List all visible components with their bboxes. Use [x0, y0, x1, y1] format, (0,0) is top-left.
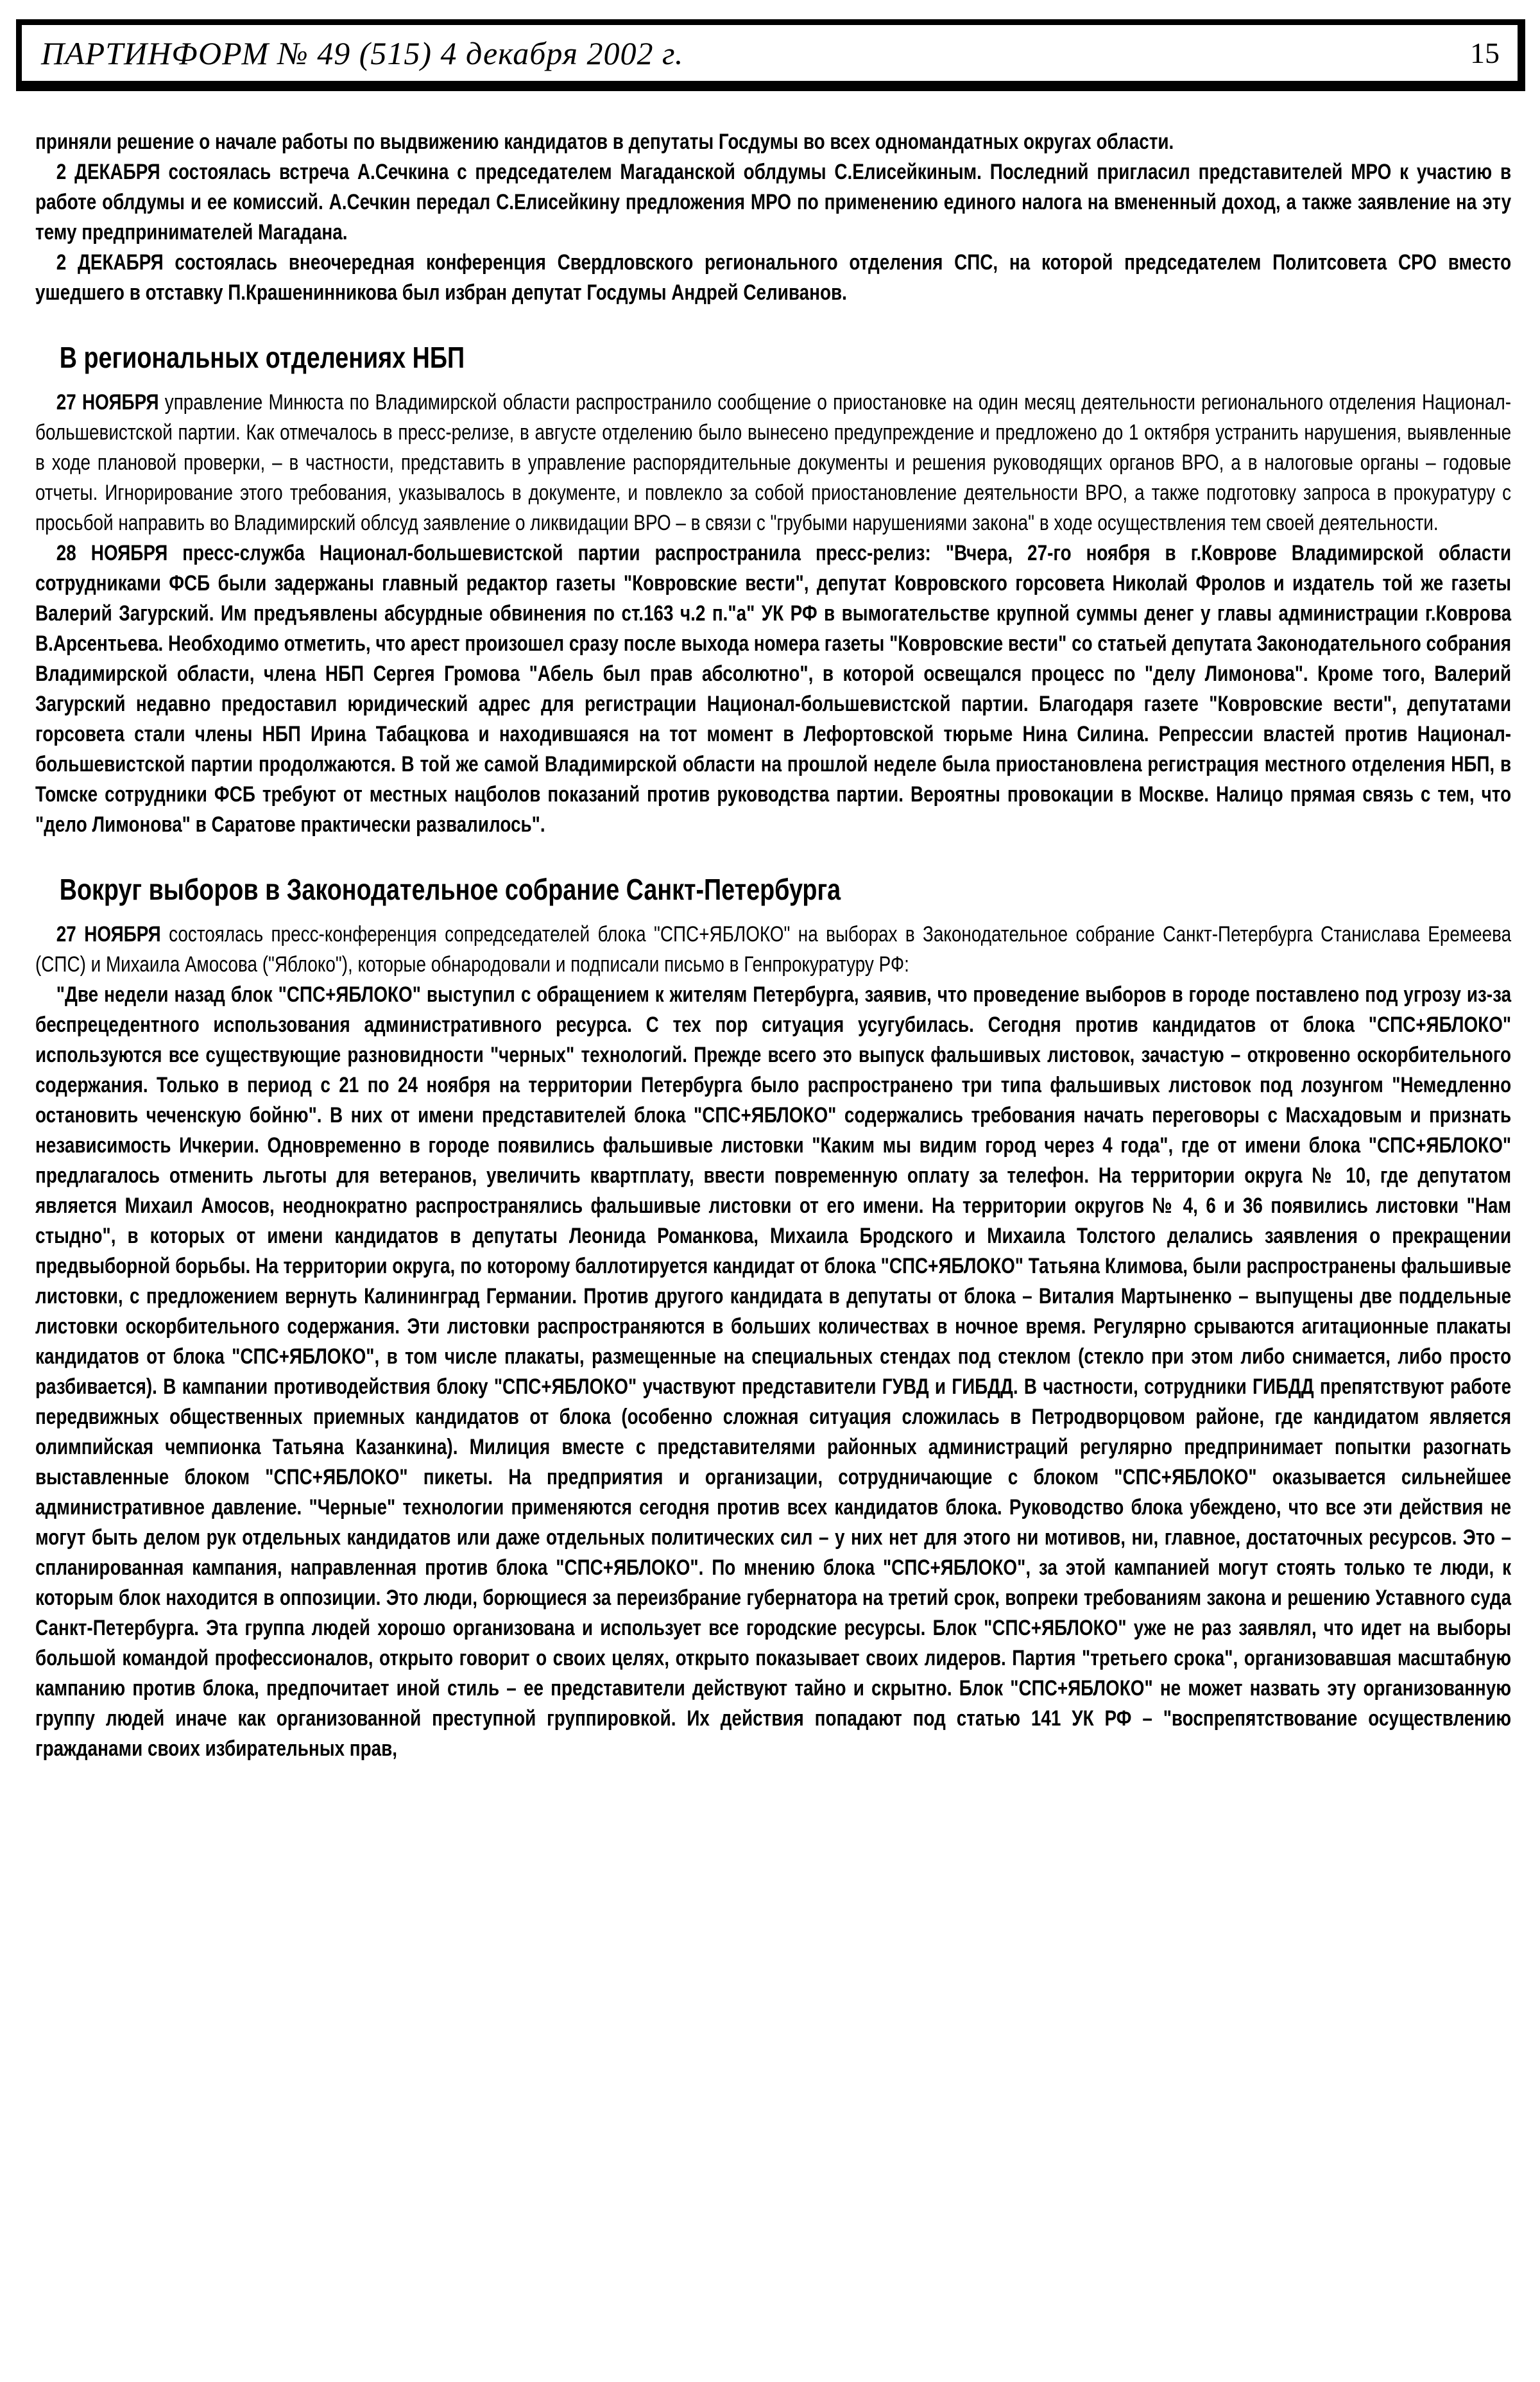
date-lead: 27 НОЯБРЯ — [56, 922, 161, 947]
date-lead: 28 НОЯБРЯ — [56, 541, 168, 565]
section-heading-spb-elections: Вокруг выборов в Законодательное собрание Санкт-Петербурга — [59, 873, 841, 906]
paragraph-text: пресс-служба Национал-большевистской партии распространила пресс-релиз: "Вчера, 27-го ноября в г.Коврове Владимирской области сотрудниками ФСБ были задержаны главный редактор газеты "Ковровские вести", депутат Ковровского горсовета Николай Фролов и издатель той же газеты Валерий Загурский. Им предъявлены абсурдные обвинения по ст.163 ч.2 п."а" УК РФ в вымогательстве крупной суммы денег у главы администрации г.Коврова В.Арсентьева. Необходимо отметить, что арест произошел сразу после выхода номера газеты "Ковровские вести" со статьей депутата Законодательного собрания Владимирской области, члена НБП Сергея Громова "Абель был прав абсолютно", в которой освещался процесс по "делу Лимонова". Кроме того, Валерий Загурский недавно предоставил юридический адрес для регистрации Национал-большевистской партии. Благодаря газете "Ковровские вести", депутатами горсовета стали члены НБП Ирина Табацкова и находившаяся на тот момент в Лефортовской тюрьме Нина Силина. Репрессии властей против Национал-большевистской партии продолжаются. В той же самой Владимирской области на прошлой неделе была приостановлена регистрация местного отделения НБП, в Томске сотрудники ФСБ требуют от местных нацболов показаний против руководства партии. Вероятны провокации в Москве. Налицо прямая связь с тем, что "дело Лимонова" в Саратове практически развалилось". — [35, 541, 1512, 837]
page-header — [16, 19, 1525, 91]
section-heading-nbp: В региональных отделениях НБП — [59, 341, 465, 374]
paragraph-magadan-meeting: 2 ДЕКАБРЯ состоялась встреча А.Сечкина с председателем Магаданской облдумы С.Елисейкиным. Последний пригласил представителей МРО к участию в работе облдумы и ее комиссий. А.Сечкин передал С.Елисейкину предложения МРО по применению единого налога на вмененный доход, а также заявление на эту тему предпринимателей Магадана. — [35, 160, 1512, 244]
page-number: 15 — [1470, 37, 1500, 69]
paragraph-press-conference — [35, 920, 1511, 980]
paragraph-text: управление Минюста по Владимирской области распространило сообщение о приостановке на один месяц деятельности регионального отделения Национал-большевистской партии. Как отмечалось в пресс-релизе, в августе отделению было вынесено предупреждение и предложено до 1 октября устранить нарушения, выявленные в ходе плановой проверки, – в частности, представить в управление распорядительные документы и решения руководящих органов ВРО, а в налоговые органы – годовые отчеты. Игнорирование этого требования, указывалось в документе, и повлекло за собой приостановление деятельности ВРО, а также подготовку запроса в прокуратуру с просьбой направить во Владимирский облсуд заявление о ликвидации ВРО – в связи с "грубыми нарушениями закона" в ходе осуществления тем своей деятельности. — [35, 390, 1512, 535]
paragraph-nbp-press-release — [35, 538, 1511, 840]
page-content — [35, 127, 1511, 1764]
paragraph-minjust-suspension — [35, 388, 1511, 538]
paragraph-continuation: приняли решение о начале работы по выдвижению кандидатов в депутаты Госдумы во всех одномандатных округах области. — [35, 130, 1174, 154]
paragraph-sps-yabloko-letter: "Две недели назад блок "СПС+ЯБЛОКО" выступил с обращением к жителям Петербурга, заявив, что проведение выборов в городе поставлено под угрозу из-за беспрецедентного использования административного ресурса. С тех пор ситуация усугубилась. Сегодня против кандидатов от блока "СПС+ЯБЛОКО" используются все существующие разновидности "черных" технологий. Прежде всего это выпуск фальшивых листовок, зачастую – откровенно оскорбительного содержания. Только в период с 21 по 24 ноября на территории Петербурга было распространено три типа фальшивых листовок под лозунгом "Немедленно остановить чеченскую бойню". В них от имени представителей блока "СПС+ЯБЛОКО" содержались требования начать переговоры с Масхадовым и признать независимость Ичкерии. Одновременно в городе появились фальшивые листовки "Каким мы видим город через 4 года", где от имени блока "СПС+ЯБЛОКО" предлагалось отменить льготы для ветеранов, увеличить квартплату, ввести повременную оплату за телефон. На территории округа № 10, где депутатом является Михаил Амосов, неоднократно распространялись фальшивые листовки от его имени. На территории округов № 4, 6 и 36 появились листовки "Нам стыдно", в которых от имени кандидатов в депутаты Леонида Романкова, Михаила Бродского и Михаила Толстого делались заявления о прекращении предвыборной борьбы. На территории округа, по которому баллотируется кандидат от блока "СПС+ЯБЛОКО" Татьяна Климова, были распространены фальшивые листовки, с предложением вернуть Калининград Германии. Против другого кандидата в депутаты от блока – Виталия Мартыненко – выпущены две поддельные листовки оскорбительного содержания. Эти листовки распространяются в больших количествах в ночное время. Регулярно срываются агитационные плакаты кандидатов от блока "СПС+ЯБЛОКО", в том числе плакаты, размещенные на специальных стендах под стеклом (стекло при этом либо снимается, либо просто разбивается). В кампании противодействия блоку "СПС+ЯБЛОКО" участвуют представители ГУВД и ГИБДД. В частности, сотрудники ГИБДД препятствуют работе передвижных общественных приемных кандидатов от блока (особенно сложная ситуация сложилась в Петродворцовом районе, где кандидатом является олимпийская чемпионка Татьяна Казанкина). Милиция вместе с представителями районных администраций регулярно предпринимает попытки разогнать выставленные блоком "СПС+ЯБЛОКО" пикеты. На предприятия и организации, сотрудничающие с блоком "СПС+ЯБЛОКО" оказывается сильнейшее административное давление. "Черные" технологии применяются сегодня против всех кандидатов блока. Руководство блока убеждено, что все эти действия не могут быть делом рук отдельных кандидатов или даже отдельных политических сил – у них нет для этого ни мотивов, ни, главное, достаточных ресурсов. Это – спланированная кампания, направленная против блока "СПС+ЯБЛОКО". По мнению блока "СПС+ЯБЛОКО", за этой кампанией могут стоять только те люди, к которым блок находится в оппозиции. Это люди, борющиеся за переизбрание губернатора на третий срок, вопреки требованиям закона и решению Уставного суда Санкт-Петербурга. Эта группа людей хорошо организована и использует все городские ресурсы. Блок "СПС+ЯБЛОКО" уже не раз заявлял, что идет на выборы большой командой профессионалов, открыто говорит о своих целях, открыто показывает своих лидеров. Партия "третьего срока", организовавшая масштабную кампанию против блока, предпочитает иной стиль – ее представители действуют тайно и скрытно. Блок "СПС+ЯБЛОКО" не может назвать эту организованную группу людей иначе как организованной преступной группировкой. Их действия попадают под статью 141 УК РФ – "воспрепятствование осуществлению гражданами своих избирательных прав, — [35, 982, 1512, 1761]
newsletter-title: ПАРТИНФОРМ № 49 (515) 4 декабря 2002 г. — [41, 35, 684, 71]
paragraph-text: состоялась пресс-конференция сопредседателей блока "СПС+ЯБЛОКО" на выборах в Законодательное собрание Санкт-Петербурга Станислава Еремеева (СПС) и Михаила Амосова ("Яблоко"), которые обнародовали и подписали письмо в Генпрокуратуру РФ: — [35, 922, 1512, 977]
paragraph-sverdlovsk-conference: 2 ДЕКАБРЯ состоялась внеочередная конференция Свердловского регионального отделения СПС, на которой председателем Политсовета СРО вместо ушедшего в отставку П.Крашенинникова был избран депутат Госдумы Андрей Селиванов. — [35, 250, 1512, 305]
date-lead: 27 НОЯБРЯ — [56, 390, 159, 415]
